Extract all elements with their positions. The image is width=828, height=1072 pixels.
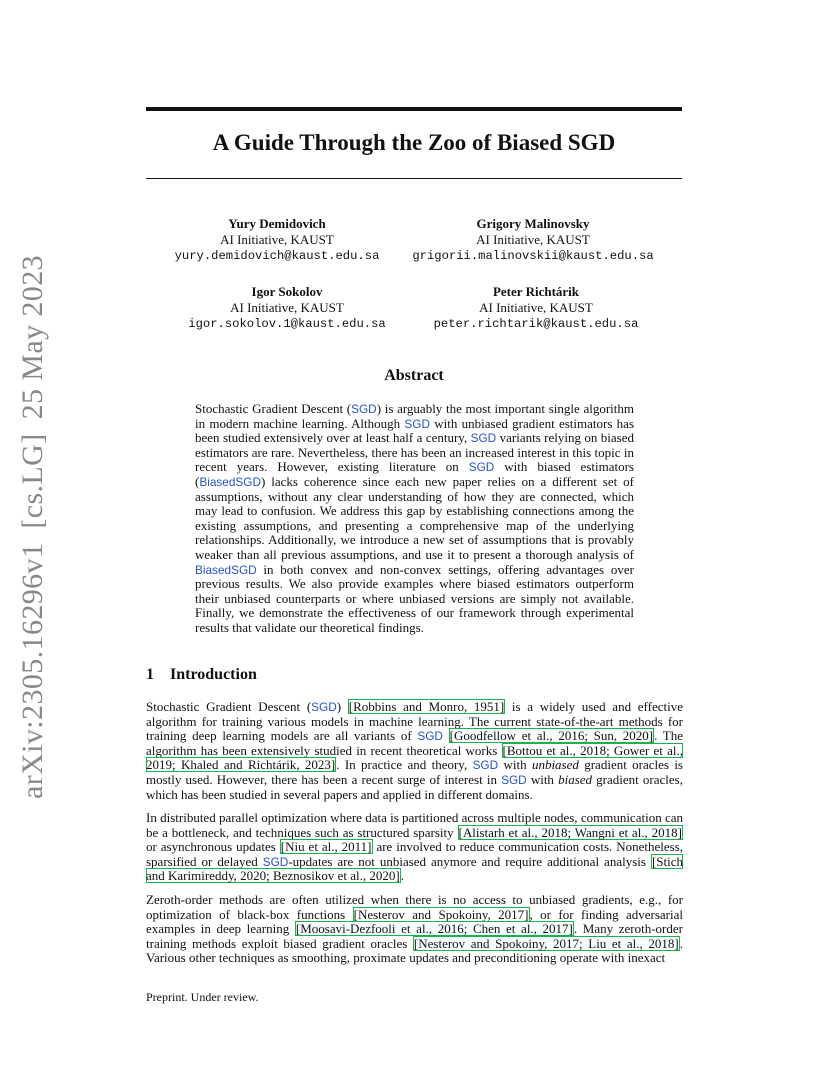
citation-link[interactable]: [Nesterov and Spokoiny, 2017; Liu et al., 2018] xyxy=(413,935,679,951)
acronym-link[interactable]: SGD xyxy=(404,416,430,431)
body-text: variants relying on biased estimators are rare. Nevertheless, there has been an increased interest in this topic in recent years. However, existing literature on xyxy=(195,430,635,475)
body-text: are involved to reduce communication costs. Nonetheless, sparsified or delayed xyxy=(146,839,683,869)
body-text: -updates are not unbiased anymore and require additional analysis xyxy=(288,853,651,869)
author-email[interactable]: igor.sokolov.1@kaust.edu.sa xyxy=(188,317,386,331)
body-text: with xyxy=(526,771,559,787)
acronym-link[interactable]: SGD xyxy=(472,758,499,773)
body-text: is a widely used and effective algorithm for training various models in machine learning. The current state-of-the-art methods for training deep learning models are all variants of xyxy=(146,699,683,744)
citation-link[interactable]: [Goodfellow et al., 2016; Sun, 2020] xyxy=(449,728,654,744)
emphasis-text: unbiased xyxy=(531,757,579,773)
arxiv-date: 25 May 2023 xyxy=(16,255,49,420)
footer-note: Preprint. Under review. xyxy=(146,990,259,1004)
paper-title: A Guide Through the Zoo of Biased SGD xyxy=(212,130,616,155)
author-block xyxy=(386,284,686,332)
citation-link[interactable]: [Robbins and Monro, 1951] xyxy=(348,699,505,714)
acronym-link[interactable]: SGD xyxy=(311,700,337,714)
body-text: in both convex and non-convex settings, offering advantages over previous results. We also provide examples where biased estimators outperform their unbiased counterparts or where unbiased versions are simply not available. Finally, we demonstrate the effectiveness of our framework through experimental results that validate our theoretical findings. xyxy=(195,561,634,635)
body-text: ) lacks coherence since each new paper relies on a different set of assumptions, without any clear understanding of how they are connected, which may lead to confusion. We address this gap by establishing connections among the existing assumptions, and presenting a comprehensive map of the underlying relationships. Additionally, we introduce a new set of assumptions that is provably weaker than all previous assumptions, and use it to present a thorough analysis of xyxy=(195,473,634,562)
citation-link[interactable]: [Alistarh et al., 2018; Wangni et al., 2018] xyxy=(458,824,682,840)
citation-link[interactable]: [Nesterov and Spokoiny, 2017] xyxy=(353,906,529,922)
body-text: Stochastic Gradient Descent ( xyxy=(146,699,312,714)
body-text: . The algorithm has been extensively studied in recent theoretical works xyxy=(146,728,684,758)
author-email[interactable]: grigorii.malinovskii@kaust.edu.sa xyxy=(412,249,654,263)
arxiv-identifier xyxy=(16,241,50,799)
author-affiliation: AI Initiative, KAUST xyxy=(230,300,344,315)
body-text: gradient oracles is mostly used. However, there has been a recent surge of interest in xyxy=(146,757,683,787)
citation-link[interactable]: [Stich and Karimireddy, 2020; Beznosikov et al., 2020] xyxy=(146,853,683,884)
body-text: In distributed parallel optimization where data is partitioned across multiple nodes, communication can be a bottleneck, and techniques such as structured sparsity xyxy=(146,810,683,840)
citation-link[interactable]: [Niu et al., 2011] xyxy=(280,839,372,855)
citation-link[interactable]: [Moosavi-Dezfooli et al., 2016; Chen et al., 2017] xyxy=(295,921,573,937)
author-email[interactable]: yury.demidovich@kaust.edu.sa xyxy=(174,249,380,263)
citation-link[interactable]: [Bottou et al., 2018; Gower et al., 2019; Khaled and Richtárik, 2023] xyxy=(146,742,683,773)
acronym-link[interactable]: BiasedSGD xyxy=(199,474,261,489)
author-name: Grigory Malinovsky xyxy=(476,216,590,231)
intro-paragraph xyxy=(146,893,683,966)
author-name: Yury Demidovich xyxy=(228,216,326,231)
body-text: . In practice and theory, xyxy=(336,757,473,773)
acronym-link[interactable]: SGD xyxy=(262,854,289,869)
body-text: Stochastic Gradient Descent ( xyxy=(195,401,352,416)
body-text: with xyxy=(498,757,532,773)
author-affiliation: AI Initiative, KAUST xyxy=(476,232,590,247)
acronym-link[interactable]: SGD xyxy=(417,729,443,744)
intro-paragraph xyxy=(146,811,683,884)
arxiv-category: [cs.LG] xyxy=(16,433,49,529)
title-rule xyxy=(146,178,682,179)
abstract-body xyxy=(195,402,634,636)
acronym-link[interactable]: BiasedSGD xyxy=(195,562,257,577)
top-rule xyxy=(146,107,682,111)
author-block xyxy=(383,216,683,264)
section-title: Introduction xyxy=(170,666,257,683)
body-text: . Various other techniques as smoothing, proximate updates and preconditioning operate with inexact xyxy=(146,935,683,966)
body-text: ) is arguably the most important single algorithm in modern machine learning. Although xyxy=(195,401,634,431)
body-text xyxy=(443,728,449,743)
author-block xyxy=(127,216,427,264)
arxiv-id: arXiv:2305.16296v1 xyxy=(16,542,49,799)
body-text: with biased estimators ( xyxy=(195,459,634,489)
body-text: . xyxy=(400,868,404,884)
author-affiliation: AI Initiative, KAUST xyxy=(220,232,334,247)
acronym-link[interactable]: SGD xyxy=(470,431,497,446)
emphasis-text: biased xyxy=(558,771,593,787)
author-affiliation: AI Initiative, KAUST xyxy=(479,300,593,315)
section-heading-introduction xyxy=(146,666,257,684)
body-text: ) xyxy=(336,699,348,714)
body-text: , or for finding adversarial examples in deep learning xyxy=(146,906,684,937)
author-name: Igor Sokolov xyxy=(251,284,323,299)
author-email[interactable]: peter.richtarik@kaust.edu.sa xyxy=(433,317,639,331)
body-text: Zeroth-order methods are often utilized when there is no access to unbiased gradients, e.g., for optimization of black-box functions xyxy=(146,892,683,922)
acronym-link[interactable]: SGD xyxy=(468,460,495,475)
body-text: . Many zeroth-order training methods exploit biased gradient oracles xyxy=(146,921,683,951)
body-text: gradient oracles, which has been studied in several papers and applied in different domains. xyxy=(146,771,683,802)
body-text: with unbiased gradient estimators has been studied extensively over at least half a century, xyxy=(195,415,634,446)
section-number: 1 xyxy=(146,666,154,683)
abstract-heading: Abstract xyxy=(384,367,444,384)
intro-paragraph xyxy=(146,700,683,802)
body-text: or asynchronous updates xyxy=(146,839,280,855)
acronym-link[interactable]: SGD xyxy=(501,772,527,787)
acronym-link[interactable]: SGD xyxy=(351,402,377,416)
author-name: Peter Richtárik xyxy=(492,284,580,299)
